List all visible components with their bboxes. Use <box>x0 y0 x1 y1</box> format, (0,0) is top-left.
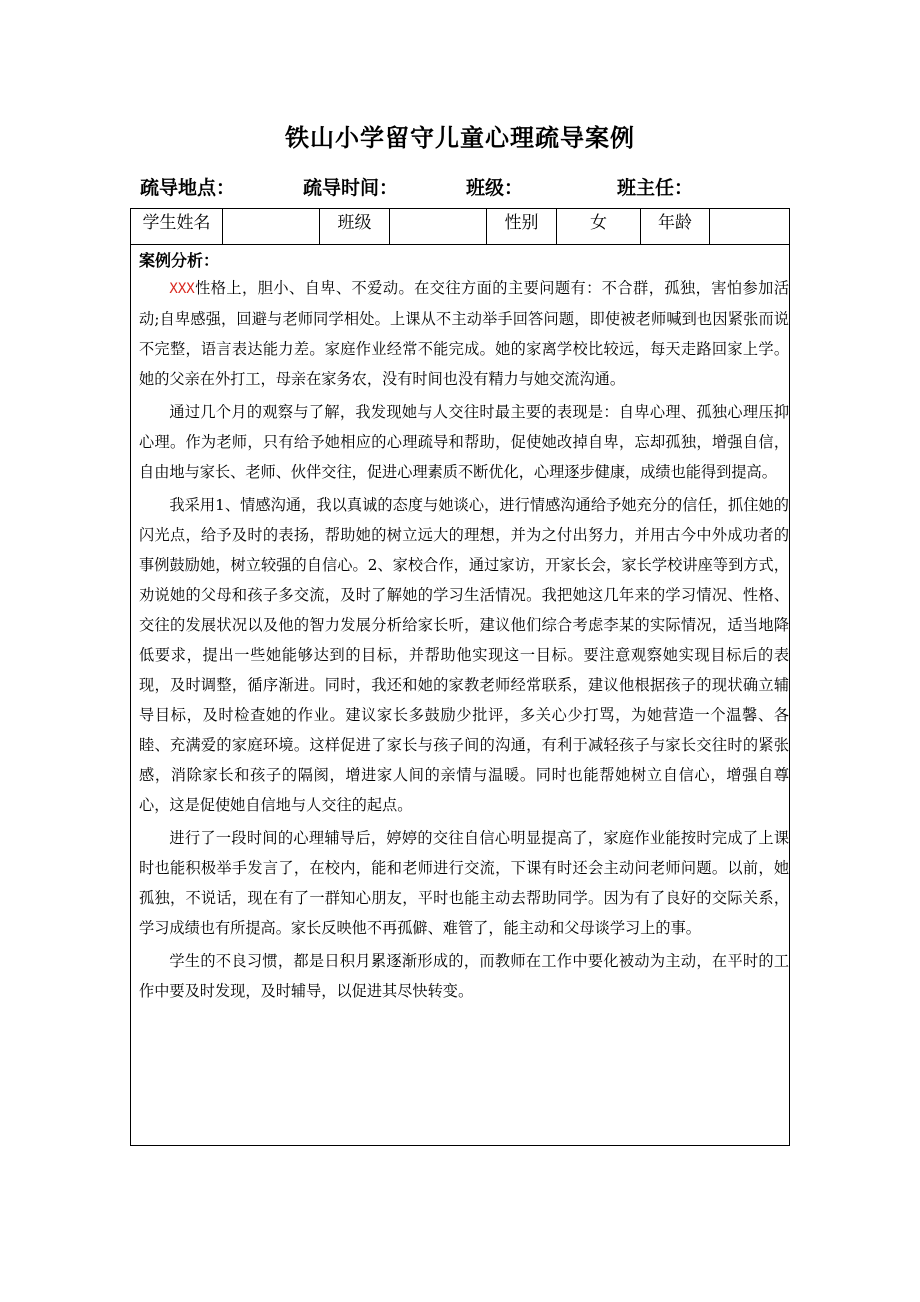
document-title: 铁山小学留守儿童心理疏导案例 <box>285 124 635 152</box>
paragraph-4: 进行了一段时间的心理辅导后，婷婷的交往自信心明显提高了，家庭作业能按时完成了上课时也能积极举手发言了，在校内，能和老师进行交流，下课有时还会主动问老师问题。以前，她孤独，不说话，现在有了一群知心朋友，平时也能主动去帮助同学。因为有了良好的交际关系，学习成绩也有所提高。家长反映他不再孤僻、难管了，能主动和父母谈学习上的事。 <box>139 829 789 937</box>
class-label: 班级 <box>320 209 390 244</box>
student-info-row <box>131 209 789 245</box>
student-name-label: 学生姓名 <box>131 209 223 244</box>
case-analysis-body <box>139 273 789 1009</box>
student-name-value <box>223 209 320 244</box>
paragraph-1 <box>139 273 789 394</box>
case-analysis-label: 案例分析： <box>139 251 220 270</box>
head-teacher-label: 班主任： <box>617 177 694 199</box>
paragraph-2: 通过几个月的观察与了解，我发现她与人交往时最主要的表现是：自卑心理、孤独心理压抑心理。作为老师，只有给予她相应的心理疏导和帮助，促使她改掉自卑，忘却孤独，增强自信，自由地与家长、老师、伙伴交往，促进心理素质不断优化，心理逐步健康，成绩也能得到提高。 <box>139 403 789 481</box>
age-label: 年龄 <box>641 209 710 244</box>
age-value <box>710 209 789 244</box>
time-label: 疏导时间： <box>303 177 399 199</box>
class-value <box>390 209 487 244</box>
student-name-placeholder: XXX <box>169 281 195 297</box>
paragraph-3: 我采用1、情感沟通，我以真诚的态度与她谈心，进行情感沟通给予她充分的信任，抓住她的闪光点，给予及时的表扬，帮助她的树立远大的理想，并为之付出努力，并用古今中外成功者的事例鼓励她，树立较强的自信心。2、家校合作，通过家访，开家长会，家长学校讲座等到方式，劝说她的父母和孩子多交流，及时了解她的学习生活情况。我把她这几年来的学习情况、性格、交往的发展状况以及他的智力发展分析给家长听，建议他们综合考虑李某的实际情况，适当地降低要求，提出一些她能够达到的目标，并帮助他实现这一目标。要注意观察她实现目标后的表现，及时调整，循序渐进。同时，我还和她的家教老师经常联系，建议他根据孩子的现状确立辅导目标，及时检查她的作业。建议家长多鼓励少批评，多关心少打骂，为她营造一个温馨、各睦、充满爱的家庭环境。这样促进了家长与孩子间的沟通，有利于减轻孩子与家长交往时的紧张感，消除家长和孩子的隔阂，增进家人间的亲情与温暖。同时也能帮她树立自信心，增强自尊心，这是促使她自信地与人交往的起点。 <box>139 496 789 814</box>
location-label: 疏导地点： <box>140 177 236 199</box>
paragraph-1-text: 性格上，胆小、自卑、不爱动。在交往方面的主要问题有：不合群，孤独，害怕参加活动;自卑感强，回避与老师同学相处。上课从不主动举手回答问题，即使被老师喊到也因紧张而说不完整，语言表达能力差。家庭作业经常不能完成。她的家离学校比较远，每天走路回家上学。她的父亲在外打工，母亲在家务农，没有时间也没有精力与她交流沟通。 <box>139 279 789 388</box>
gender-label: 性别 <box>487 209 557 244</box>
paragraph-5: 学生的不良习惯，都是日积月累逐渐形成的，而教师在工作中要化被动为主动，在平时的工作中要及时发现，及时辅导，以促进其尽快转变。 <box>139 952 789 1000</box>
record-table <box>130 208 790 1146</box>
class-header-label: 班级： <box>466 177 524 199</box>
gender-value: 女 <box>557 209 641 244</box>
